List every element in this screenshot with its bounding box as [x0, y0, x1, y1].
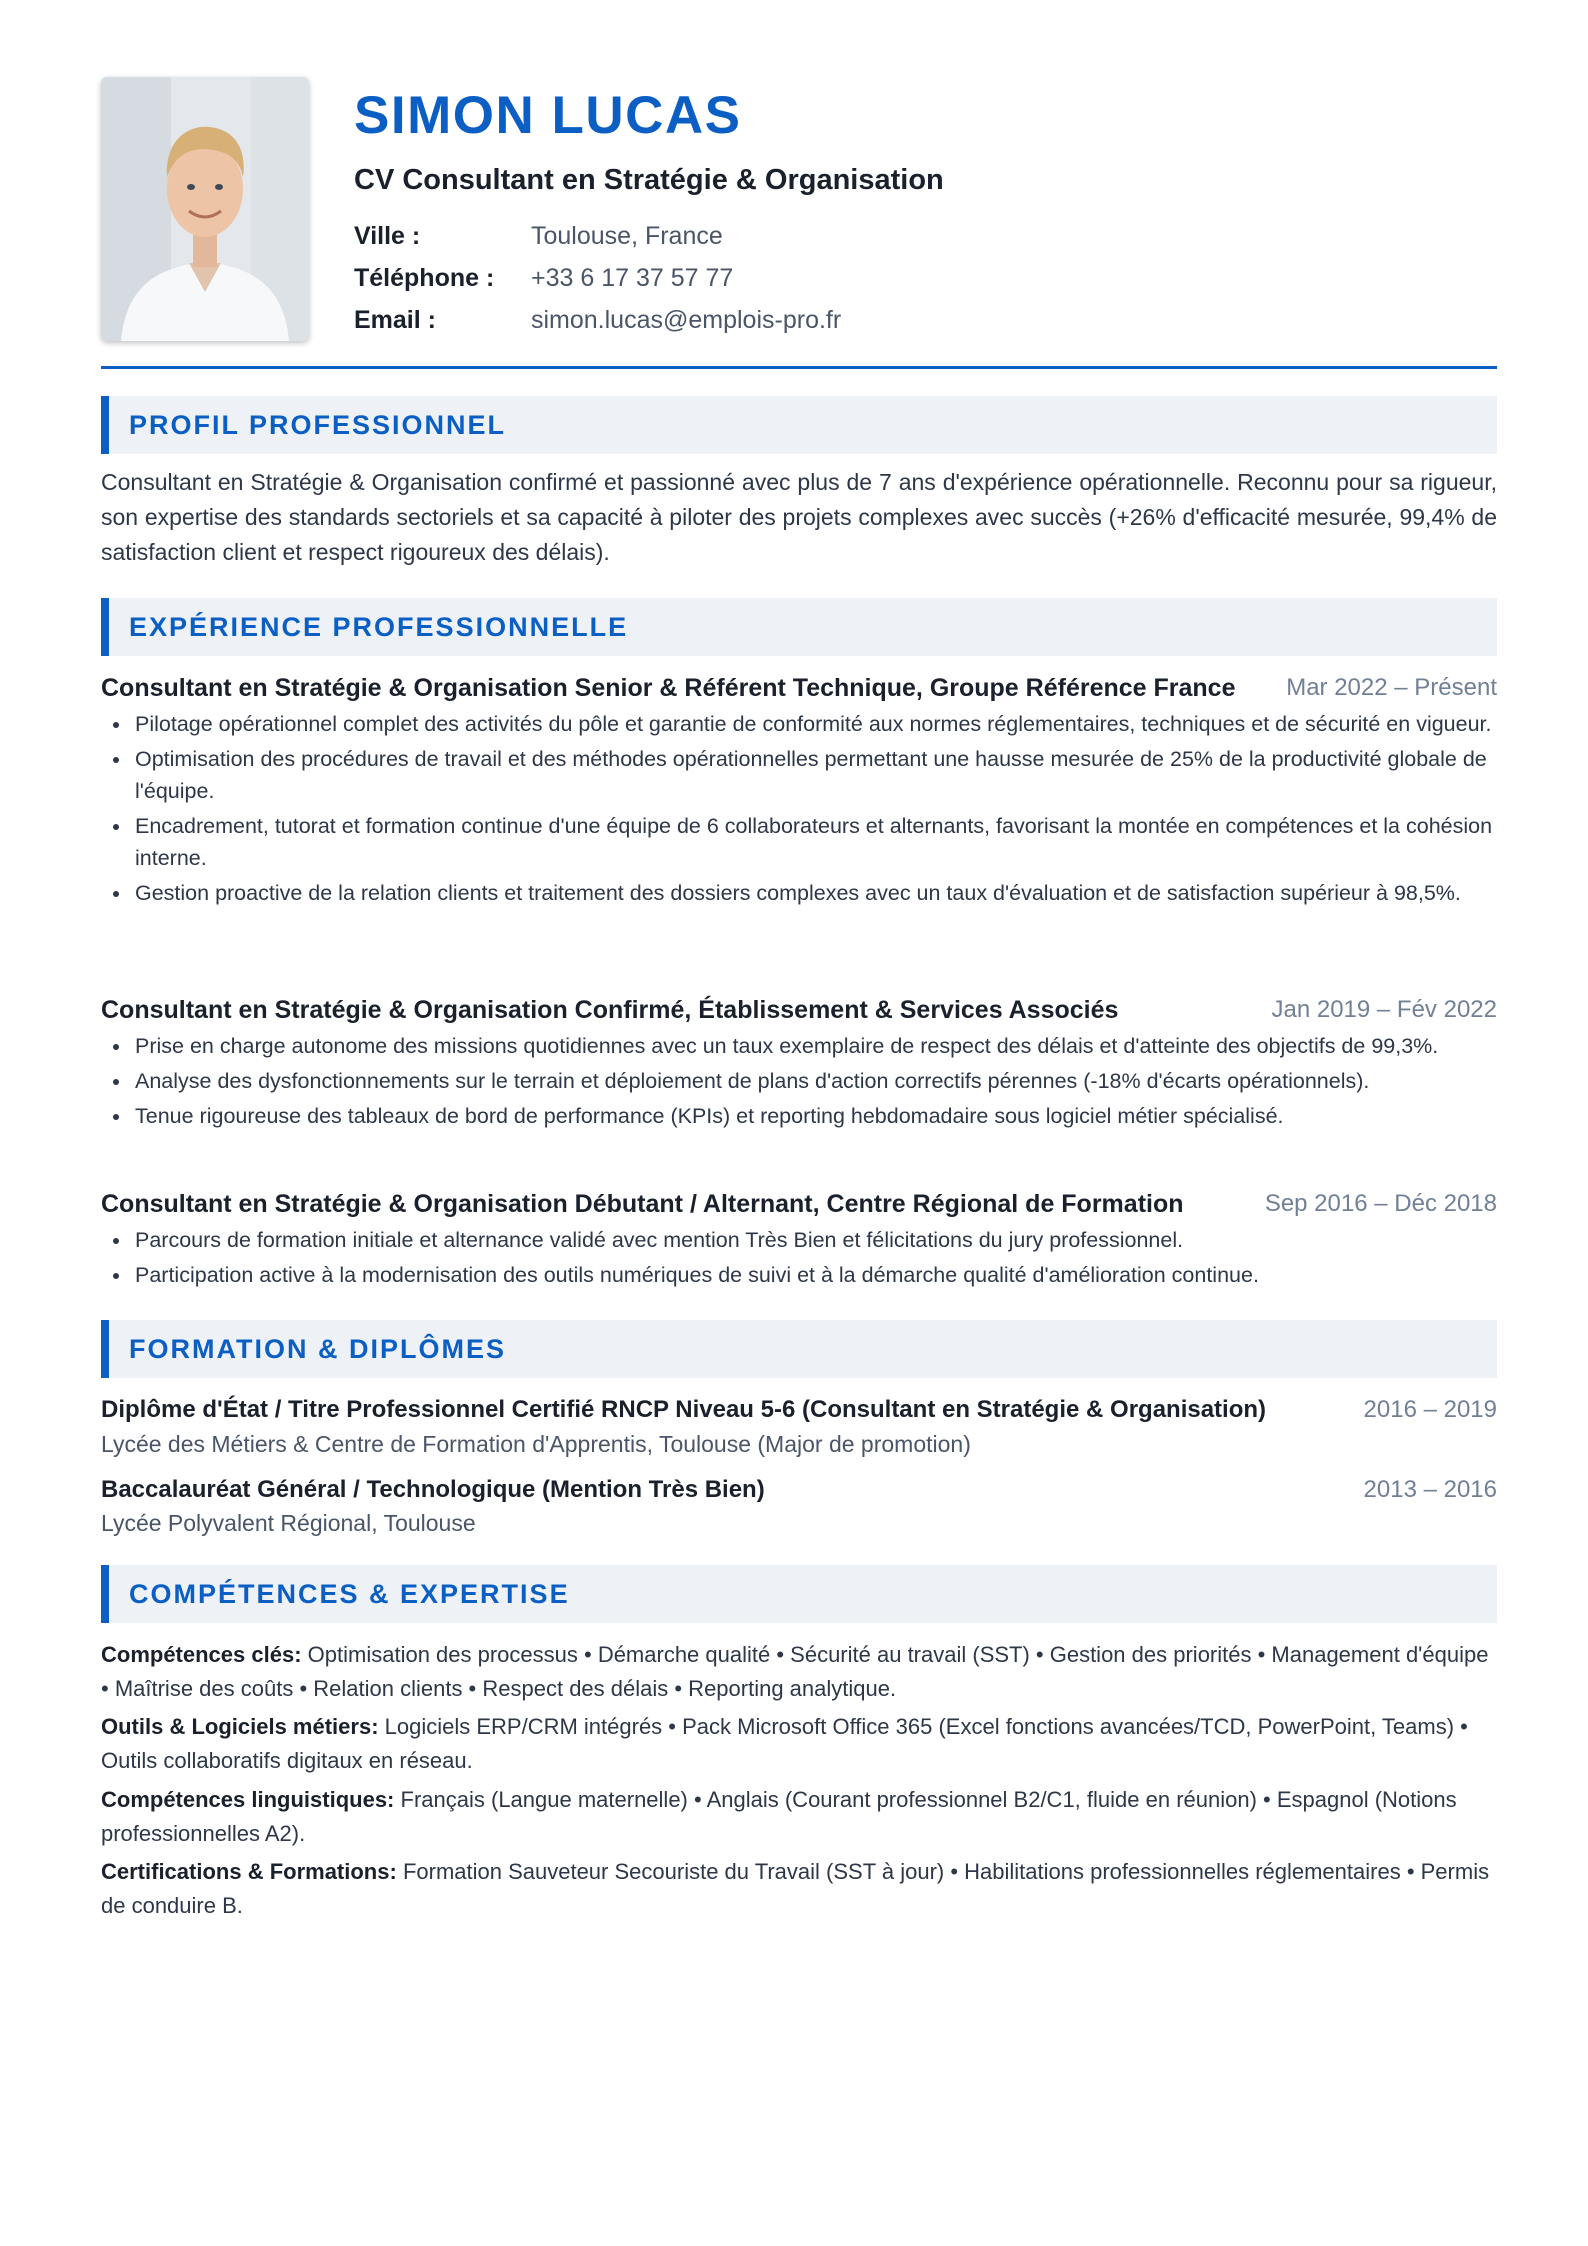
- header-divider: [101, 366, 1497, 369]
- degree-title: Diplôme d'État / Titre Professionnel Certifié RNCP Niveau 5-6 (Consultant en Stratégie & Organisation): [101, 1396, 1267, 1423]
- list-item: Prise en charge autonome des missions quotidiennes avec un taux exemplaire de respect des délais et d'atteinte des objectifs de 99,3%.: [135, 1030, 1497, 1062]
- skill-line: [101, 1710, 1497, 1778]
- skill-text: Français (Langue maternelle) • Anglais (Courant professionnel B2/C1, fluide en réunion) • Espagnol (Notions professionnelles A2).: [101, 1787, 1457, 1846]
- contact-label: Téléphone :: [354, 264, 495, 292]
- skill-label: Compétences clés:: [101, 1642, 302, 1667]
- contact-value: +33 6 17 37 57 77: [531, 264, 734, 292]
- degree-title: Baccalauréat Général / Technologique (Mention Très Bien): [101, 1476, 765, 1503]
- skill-line: [101, 1855, 1497, 1923]
- job-bullets: [101, 1224, 1497, 1294]
- job-dates: Jan 2019 – Fév 2022: [1271, 996, 1497, 1023]
- list-item: Participation active à la modernisation des outils numériques de suivi et à la démarche qualité d'amélioration continue.: [135, 1259, 1497, 1291]
- list-item: Parcours de formation initiale et alternance validé avec mention Très Bien et félicitations du jury professionnel.: [135, 1224, 1497, 1256]
- school-name: Lycée des Métiers & Centre de Formation d'Apprentis, Toulouse (Major de promotion): [101, 1431, 971, 1457]
- list-item: Analyse des dysfonctionnements sur le terrain et déploiement de plans d'action correctifs pérennes (-18% d'écarts opérationnels).: [135, 1065, 1497, 1097]
- list-item: Tenue rigoureuse des tableaux de bord de performance (KPIs) et reporting hebdomadaire sous logiciel métier spécialisé.: [135, 1100, 1497, 1132]
- contact-value: Toulouse, France: [531, 222, 723, 250]
- list-item: Gestion proactive de la relation clients et traitement des dossiers complexes avec un taux d'évaluation et de satisfaction supérieur à 98,5%.: [135, 877, 1497, 909]
- list-item: Optimisation des procédures de travail et des méthodes opérationnelles permettant une hausse mesurée de 25% de la productivité globale de l'équipe.: [135, 743, 1497, 807]
- section-header-profile: [101, 396, 1497, 454]
- job-bullets: [101, 708, 1497, 912]
- contact-label: Ville :: [354, 222, 421, 250]
- skill-text: Formation Sauveteur Secouriste du Travail (SST à jour) • Habilitations professionnelles réglementaires • Permis de conduire B.: [101, 1859, 1490, 1918]
- section-title: COMPÉTENCES & EXPERTISE: [129, 1579, 570, 1609]
- job-title: Consultant en Stratégie & Organisation Senior & Référent Technique, Groupe Référence France: [101, 674, 1236, 702]
- degree-dates: 2016 – 2019: [1363, 1396, 1497, 1423]
- cv-subtitle: CV Consultant en Stratégie & Organisation: [354, 164, 944, 196]
- job-title: Consultant en Stratégie & Organisation Confirmé, Établissement & Services Associés: [101, 996, 1119, 1024]
- degree-dates: 2013 – 2016: [1363, 1476, 1497, 1503]
- skill-line: [101, 1783, 1497, 1851]
- list-item: Encadrement, tutorat et formation continue d'une équipe de 6 collaborateurs et alternants, favorisant la montée en compétences et la cohésion interne.: [135, 810, 1497, 874]
- contact-value: simon.lucas@emplois-pro.fr: [531, 306, 842, 334]
- skill-label: Compétences linguistiques:: [101, 1787, 395, 1812]
- job-dates: Mar 2022 – Présent: [1286, 674, 1497, 701]
- skill-label: Certifications & Formations:: [101, 1859, 397, 1884]
- skill-line: [101, 1638, 1497, 1706]
- profile-photo: [101, 77, 309, 341]
- profile-summary: Consultant en Stratégie & Organisation confirmé et passionné avec plus de 7 ans d'expérience opérationnelle. Reconnu pour sa rigueur, son expertise des standards sectoriels et sa capacité à piloter des projets complexes avec succès (+26% d'efficacité mesurée, 99,4% de satisfaction client et respect rigoureux des délais).: [101, 469, 1497, 565]
- job-dates: Sep 2016 – Déc 2018: [1264, 1190, 1497, 1217]
- school-name: Lycée Polyvalent Régional, Toulouse: [101, 1510, 476, 1536]
- section-header-experience: [101, 598, 1497, 656]
- candidate-name: SIMON LUCAS: [354, 86, 742, 145]
- job-title: Consultant en Stratégie & Organisation Débutant / Alternant, Centre Régional de Formation: [101, 1190, 1184, 1218]
- section-title: FORMATION & DIPLÔMES: [129, 1334, 506, 1364]
- section-title: EXPÉRIENCE PROFESSIONNELLE: [129, 612, 629, 642]
- section-header-education: [101, 1320, 1497, 1378]
- section-title: PROFIL PROFESSIONNEL: [129, 410, 507, 440]
- job-bullets: [101, 1030, 1497, 1135]
- section-header-skills: [101, 1565, 1497, 1623]
- contact-label: Email :: [354, 306, 436, 334]
- list-item: Pilotage opérationnel complet des activités du pôle et garantie de conformité aux normes réglementaires, techniques et de sécurité en vigueur.: [135, 708, 1497, 740]
- skill-text: Optimisation des processus • Démarche qualité • Sécurité au travail (SST) • Gestion des priorités • Management d'équipe • Maîtrise des coûts • Relation clients • Respect des délais • Reporting analytique.: [101, 1642, 1489, 1701]
- skill-label: Outils & Logiciels métiers:: [101, 1714, 379, 1739]
- skill-text: Logiciels ERP/CRM intégrés • Pack Microsoft Office 365 (Excel fonctions avancées/TCD, PowerPoint, Teams) • Outils collaboratifs digitaux en réseau.: [101, 1714, 1468, 1773]
